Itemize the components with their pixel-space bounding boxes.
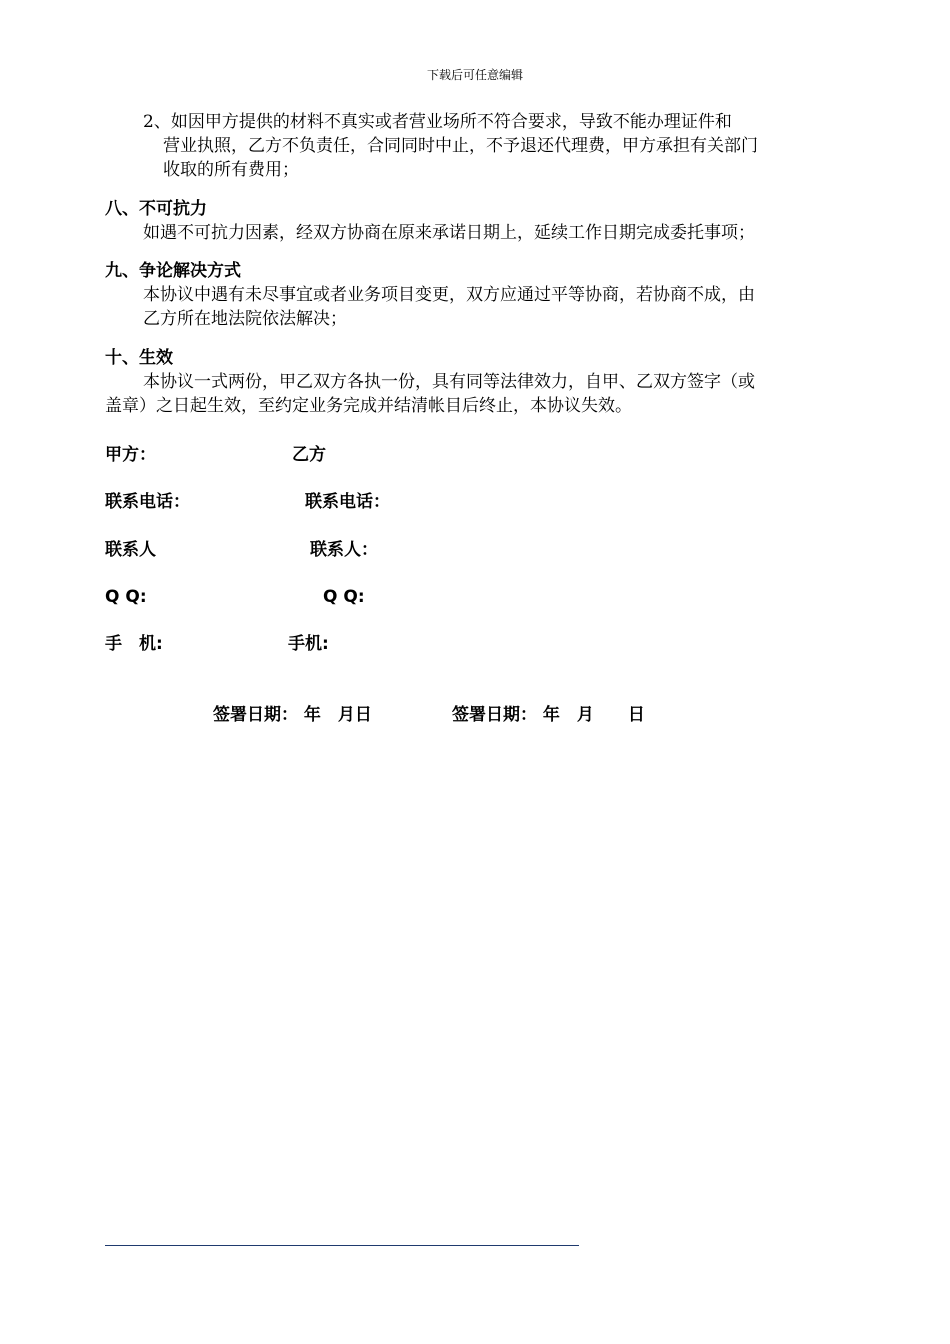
section-8-heading: 八、不可抗力 <box>105 199 207 219</box>
party-a-phone-label: 联系电话： <box>105 492 190 512</box>
section-9-line-2: 乙方所在地法院依法解决； <box>143 309 347 329</box>
clause-2-line-3: 收取的所有费用； <box>163 160 299 180</box>
party-b-sign-date: 签署日期： 年 月 日 <box>452 705 645 725</box>
clause-2-line-1: 2、如因甲方提供的材料不真实或者营业场所不符合要求，导致不能办理证件和 <box>143 112 732 132</box>
party-a-qq-label: Q Q: <box>105 587 147 607</box>
party-a-contact-label: 联系人 <box>105 540 156 560</box>
clause-2-line-2: 营业执照，乙方不负责任，合同同时中止，不予退还代理费，甲方承担有关部门 <box>163 136 758 156</box>
party-b-label: 乙方 <box>292 445 326 465</box>
section-10-line-1: 本协议一式两份，甲乙双方各执一份，具有同等法律效力，自甲、乙双方签字（或 <box>143 372 755 392</box>
party-b-qq-label: Q Q: <box>323 587 365 607</box>
section-10-line-2: 盖章）之日起生效，至约定业务完成并结清帐目后终止，本协议失效。 <box>105 396 632 416</box>
header-note: 下载后可任意编辑 <box>426 68 523 82</box>
footer-rule <box>105 1245 579 1246</box>
section-10-heading: 十、生效 <box>105 348 173 368</box>
party-a-label: 甲方： <box>105 445 156 465</box>
party-a-mobile-label: 手 机: <box>105 634 163 654</box>
section-9-heading: 九、争论解决方式 <box>105 261 241 281</box>
party-b-contact-label: 联系人： <box>310 540 378 560</box>
section-8-line-1: 如遇不可抗力因素，经双方协商在原来承诺日期上，延续工作日期完成委托事项； <box>143 223 755 243</box>
party-a-sign-date: 签署日期： 年 月日 <box>213 705 372 725</box>
party-b-phone-label: 联系电话： <box>305 492 390 512</box>
party-b-mobile-label: 手机: <box>288 634 329 654</box>
section-9-line-1: 本协议中遇有未尽事宜或者业务项目变更，双方应通过平等协商，若协商不成，由 <box>143 285 755 305</box>
